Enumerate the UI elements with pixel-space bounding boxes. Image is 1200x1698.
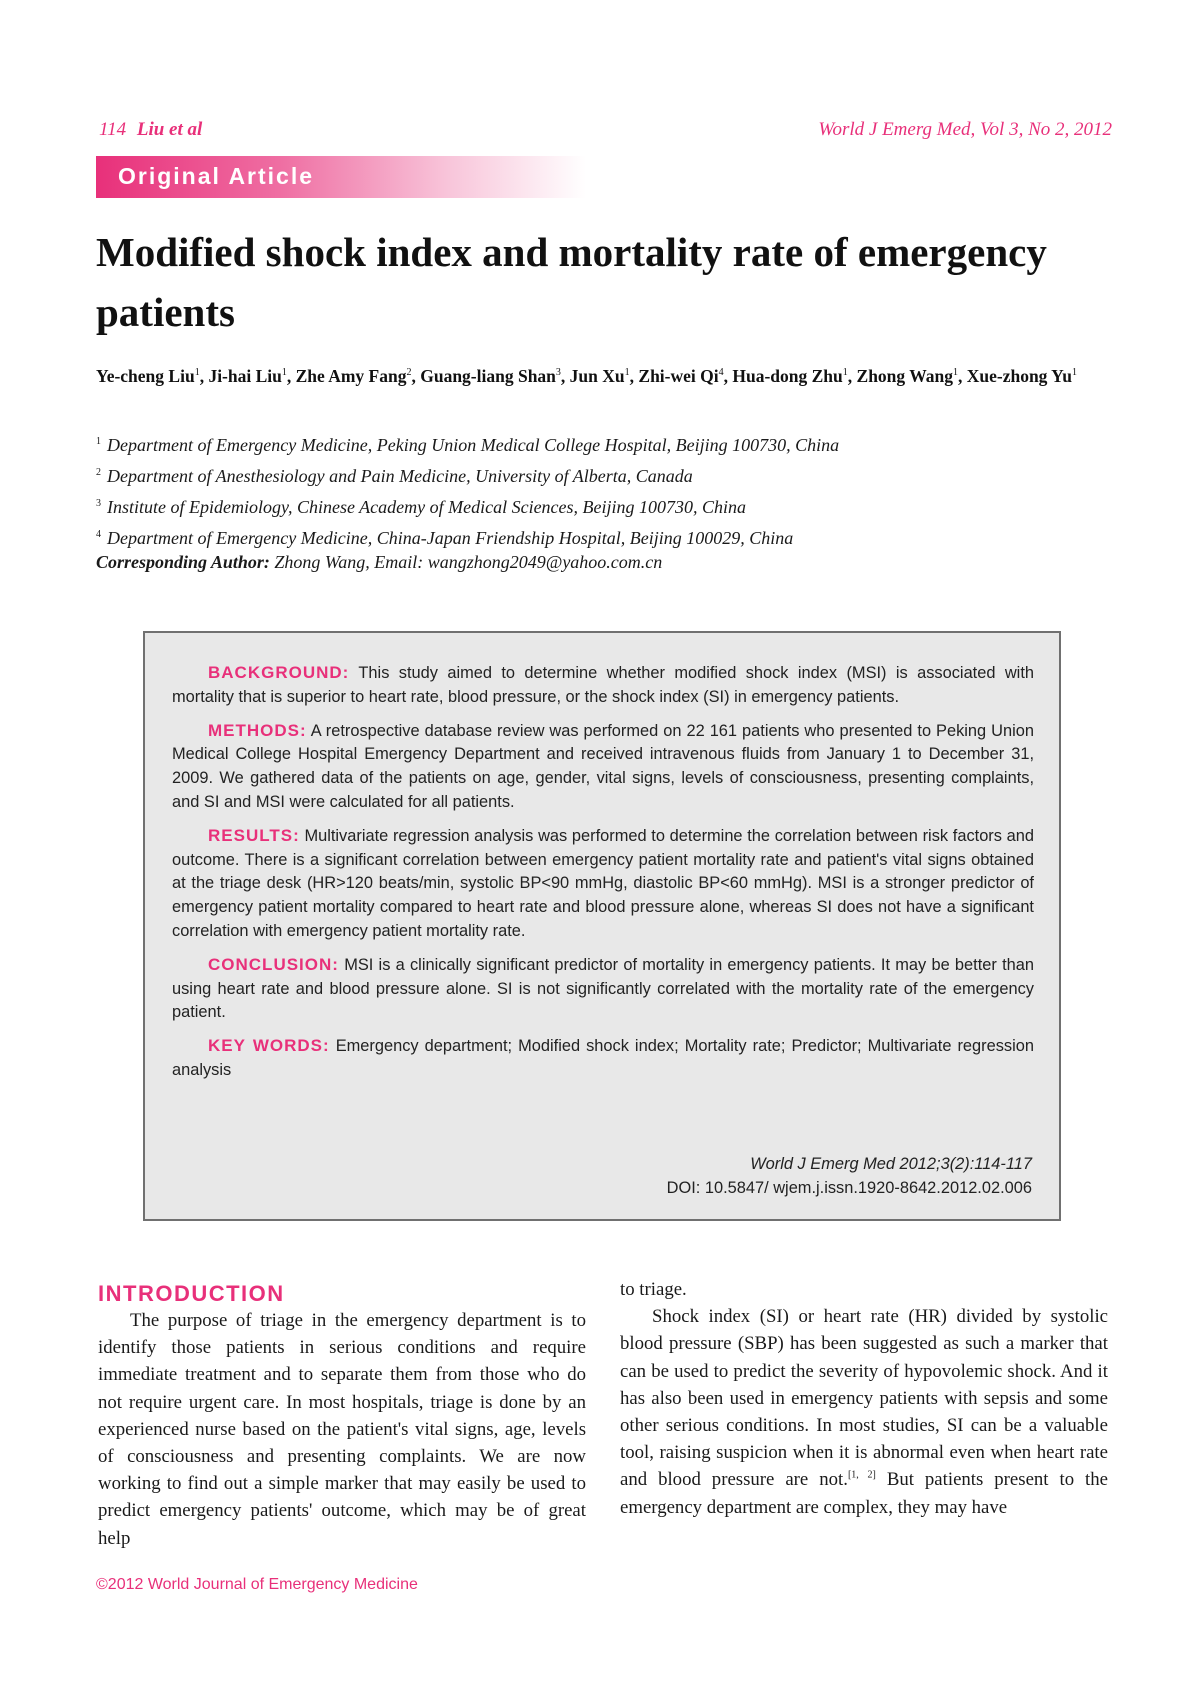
author: Ji-hai Liu (208, 366, 282, 386)
abstract-box (143, 631, 1061, 1221)
author: Guang-liang Shan (420, 366, 556, 386)
page-number: 114 (99, 119, 127, 140)
doi: DOI: 10.5847/ wjem.j.issn.1920-8642.2012.02.006 (666, 1178, 1032, 1197)
reference-marker: [1, 2] (847, 1470, 876, 1482)
author: Jun Xu (569, 366, 625, 386)
journal-citation: World J Emerg Med 2012;3(2):114-117 (750, 1155, 1032, 1173)
citation (667, 1153, 1032, 1201)
author: Ye-cheng Liu (96, 366, 195, 386)
author: Zhe Amy Fang (295, 366, 407, 386)
corresponding-author (96, 552, 662, 573)
affiliation: $^2$ Department of Anesthesiology and Pain Medicine, University of Alberta, Canada (96, 466, 693, 486)
abstract-methods: METHODS: A retrospective database review was performed on 22 161 patients who presented to Peking Union Medical College Hospital Emergency Department and received intravenous fluids from January 1 to December 31, 2009. We gathered data of the patients on age, gender, vital signs, levels of consciousness, presenting complaints, and SI and MSI were calculated for all patients. (172, 720, 1034, 811)
body-paragraph: to triage. (620, 1279, 687, 1300)
abstract-keywords: KEY WORDS: Emergency department; Modified shock index; Mortality rate; Predictor; Multivariate regression analysis (172, 1036, 1034, 1079)
affiliation: $^4$ Department of Emergency Medicine, China-Japan Friendship Hospital, Beijing 100029, China (96, 528, 794, 548)
article-title: Modified shock index and mortality rate of emergency patients (96, 229, 1047, 335)
section-banner (96, 156, 586, 198)
author: Zhi-wei Qi (638, 366, 719, 386)
corresponding-text: Zhong Wang, Email: wangzhong2049@yahoo.com.cn (274, 552, 663, 572)
body-column-right (620, 1276, 1108, 1521)
abstract-results: RESULTS: Multivariate regression analysis was performed to determine the correlation between risk factors and outcome. There is a significant correlation between emergency patient mortality rate and patient's vital signs obtained at the triage desk (HR>120 beats/min, systolic BP<90 mmHg, diastolic BP<60 mmHg). MSI is a stronger predictor of emergency patient mortality compared to heart rate and blood pressure alone, whereas SI does not have a significant correlation with emergency patient mortality rate. (172, 825, 1035, 940)
affiliations (96, 428, 1112, 552)
running-author: Liu et al (136, 119, 203, 140)
running-header-left (99, 119, 202, 141)
affiliation: $^3$ Institute of Epidemiology, Chinese Academy of Medical Sciences, Beijing 100730, China (96, 497, 747, 517)
author: Zhong Wang (856, 366, 953, 386)
affiliation: $^1$ Department of Emergency Medicine, Peking Union Medical College Hospital, Beijing 100730, China (96, 435, 840, 455)
copyright-footer: ©2012 World Journal of Emergency Medicine (96, 1576, 418, 1593)
author: Xue-zhong Yu (966, 366, 1072, 386)
introduction-heading: INTRODUCTION (98, 1281, 285, 1306)
body-paragraph: The purpose of triage in the emergency department is to identify those patients in serious conditions and require immediate treatment and to separate them from those who do not require urgent care. In most hospitals, triage is done by an experienced nurse based on the patient's vital signs, age, levels of consciousness and presenting complaints. We are now working to find out a simple marker that may easily be used to predict emergency patients' outcome, which may be of great help (98, 1310, 586, 1549)
journal-issue: World J Emerg Med, Vol 3, No 2, 2012 (818, 119, 1112, 140)
corresponding-label: Corresponding Author: (96, 552, 270, 572)
body-paragraph: Shock index (SI) or heart rate (HR) divided by systolic blood pressure (SBP) has been suggested as such a marker that can be used to predict the severity of hypovolemic shock. And it has also been used in emergency patients with sepsis and some other serious conditions. In most studies, SI can be a valuable tool, raising suspicion when it is abnormal even when heart rate and blood pressure are not.[1, 2] But patients present to the emergency department are complex, they may have (620, 1306, 1108, 1518)
abstract-conclusion: CONCLUSION: MSI is a clinically significant predictor of mortality in emergency patients. It may be better than using heart rate and blood pressure alone. SI is not significantly correlated with the mortality rate of the emergency patient. (172, 954, 1034, 1022)
section-label: Original Article (118, 163, 315, 189)
author-list: Ye-cheng Liu$^1$, Ji-hai Liu$^1$, Zhe Amy Fang$^2$, Guang-liang Shan$^3$, Jun Xu$^1$, Zhi-wei Qi$^4$, Hua-dong Zhu$^1$, Zhong Wang$^1$, Xue-zhong Yu$^1$ (96, 366, 1077, 386)
body-column-left (98, 1281, 586, 1552)
abstract-background: BACKGROUND: This study aimed to determine whether modified shock index (MSI) is associated with mortality that is superior to heart rate, blood pressure, or the shock index (SI) in emergency patients. (172, 663, 1034, 706)
author: Hua-dong Zhu (732, 366, 843, 386)
